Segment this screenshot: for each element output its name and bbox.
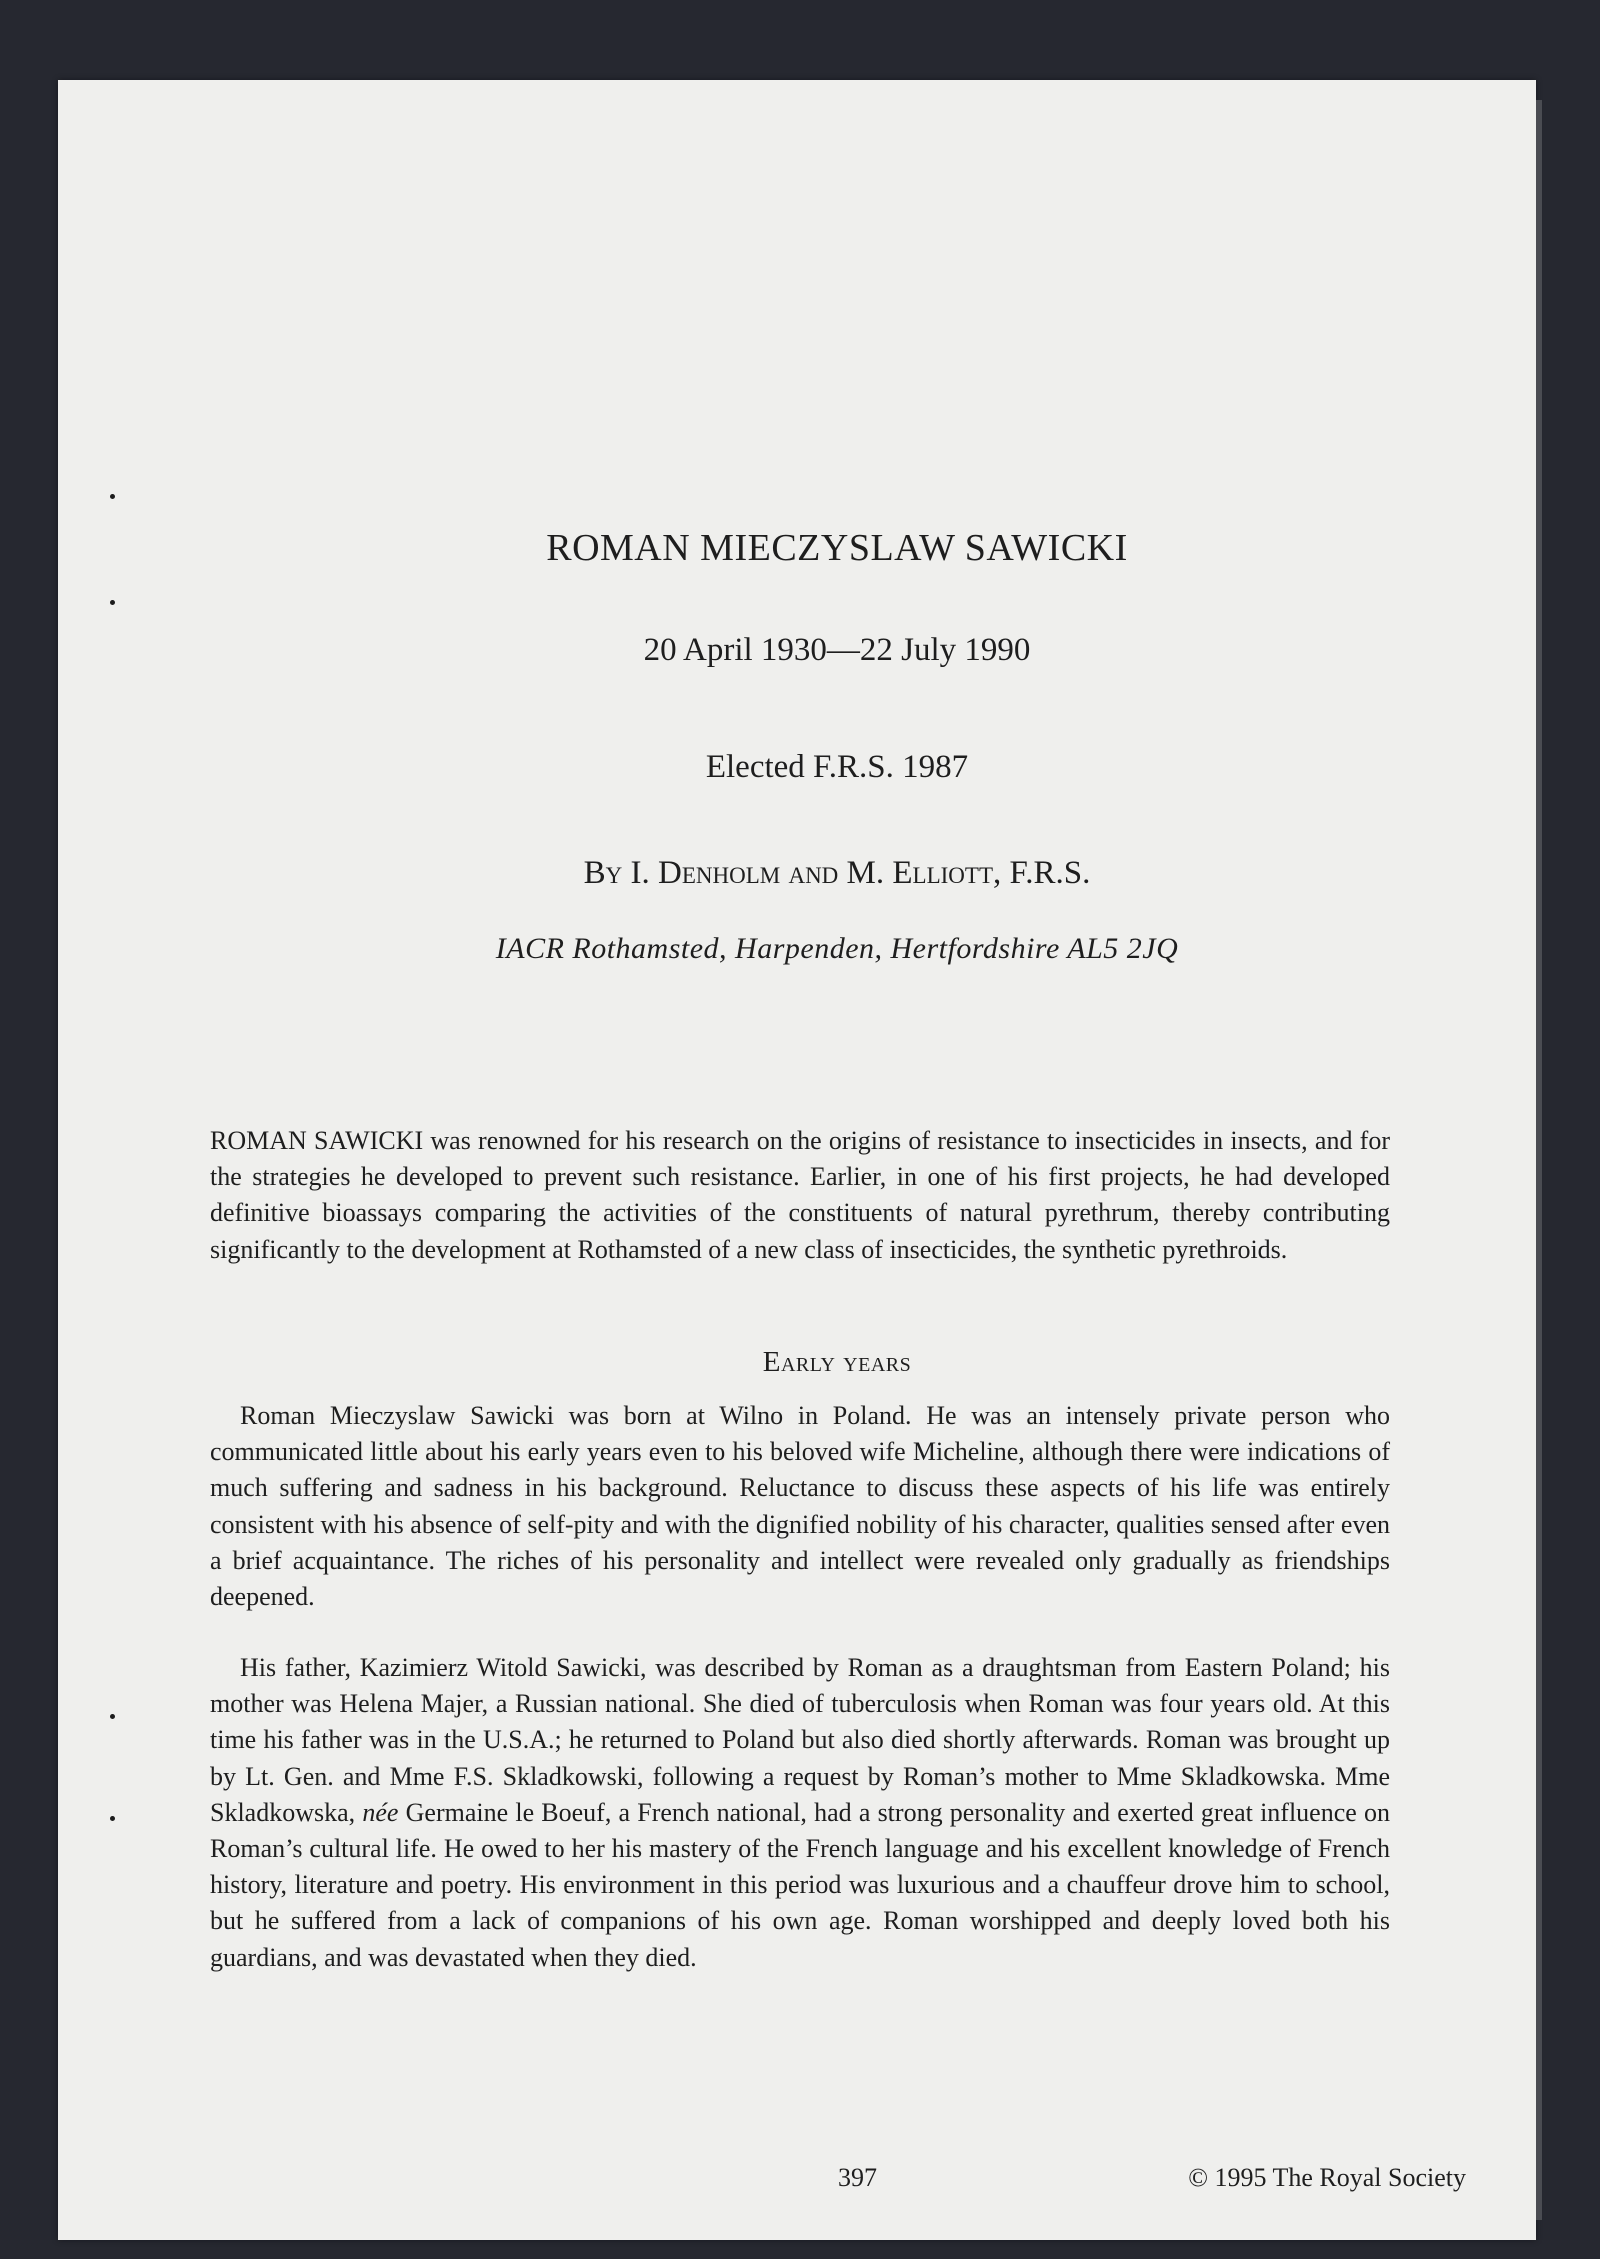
margin-mark [110, 494, 115, 499]
paragraph-italic-text: née [362, 1797, 399, 1827]
margin-mark [110, 1816, 115, 1821]
paragraph-text: His father, Kazimierz Witold Sawicki, was described by Roman as a draughtsman from Eastern Poland; his mother was Helena Majer, a Russian national. She died of tuberculosis when Roman was four years old. At this time his father was in the U.S.A.; he returned to Poland but also died shortly afterwards. Roman was brought up by Lt. Gen. and Mme F.S. Skladkowski, following a request by Roman’s mother to Mme Skladkowska. Mme Skladkowska, [210, 1653, 1390, 1827]
memoir-elected: Elected F.R.S. 1987 [705, 749, 969, 785]
copyright-notice: © 1995 The Royal Society [1188, 2163, 1466, 2192]
document-page [58, 80, 1536, 2240]
margin-mark [110, 1714, 115, 1719]
memoir-authors: By I. Denholm and M. Elliott, F.R.S. [583, 855, 1091, 891]
page-edge-shadow [1536, 100, 1542, 2220]
body-paragraph: Roman Mieczyslaw Sawicki was born at Wilno in Poland. He was an intensely private person who communicated little about his early years even to his beloved wife Micheline, although there were indications of much suffering and sadness in his background. Reluctance to discuss these aspects of his life was entirely consistent with his absence of self-pity and with the dignified nobility of his character, qualities sensed after even a brief acquaintance. The riches of his personality and intellect were revealed only gradually as friendships deepened. [210, 1401, 1390, 1612]
intro-paragraph: ROMAN SAWICKI was renowned for his research on the origins of resistance to insecticides in insects, and for the strategies he developed to prevent such resistance. Earlier, in one of his first projects, he had developed definitive bioassays comparing the activities of the constituents of natural pyrethrum, thereby contributing significantly to the development at Rothamsted of a new class of insecticides, the synthetic pyrethroids. [210, 1126, 1390, 1264]
page-number: 397 [838, 2163, 877, 2192]
body-paragraph [210, 1650, 1390, 1976]
section-heading: Early years [762, 1346, 912, 1378]
memoir-title: ROMAN MIECZYSLAW SAWICKI [546, 527, 1128, 569]
memoir-dates: 20 April 1930—22 July 1990 [643, 632, 1031, 668]
memoir-affiliation: IACR Rothamsted, Harpenden, Hertfordshire AL5 2JQ [495, 932, 1179, 965]
paragraph-text: Germaine le Boeuf, a French national, had a strong personality and exerted great influence on Roman’s cultural life. He owed to her his mastery of the French language and his excellent knowledge of French history, literature and poetry. His environment in this period was luxurious and a chauffeur drove him to school, but he suffered from a lack of companions of his own age. Roman worshipped and deeply loved both his guardians, and was devastated when they died. [210, 1797, 1390, 1972]
margin-mark [110, 600, 115, 605]
